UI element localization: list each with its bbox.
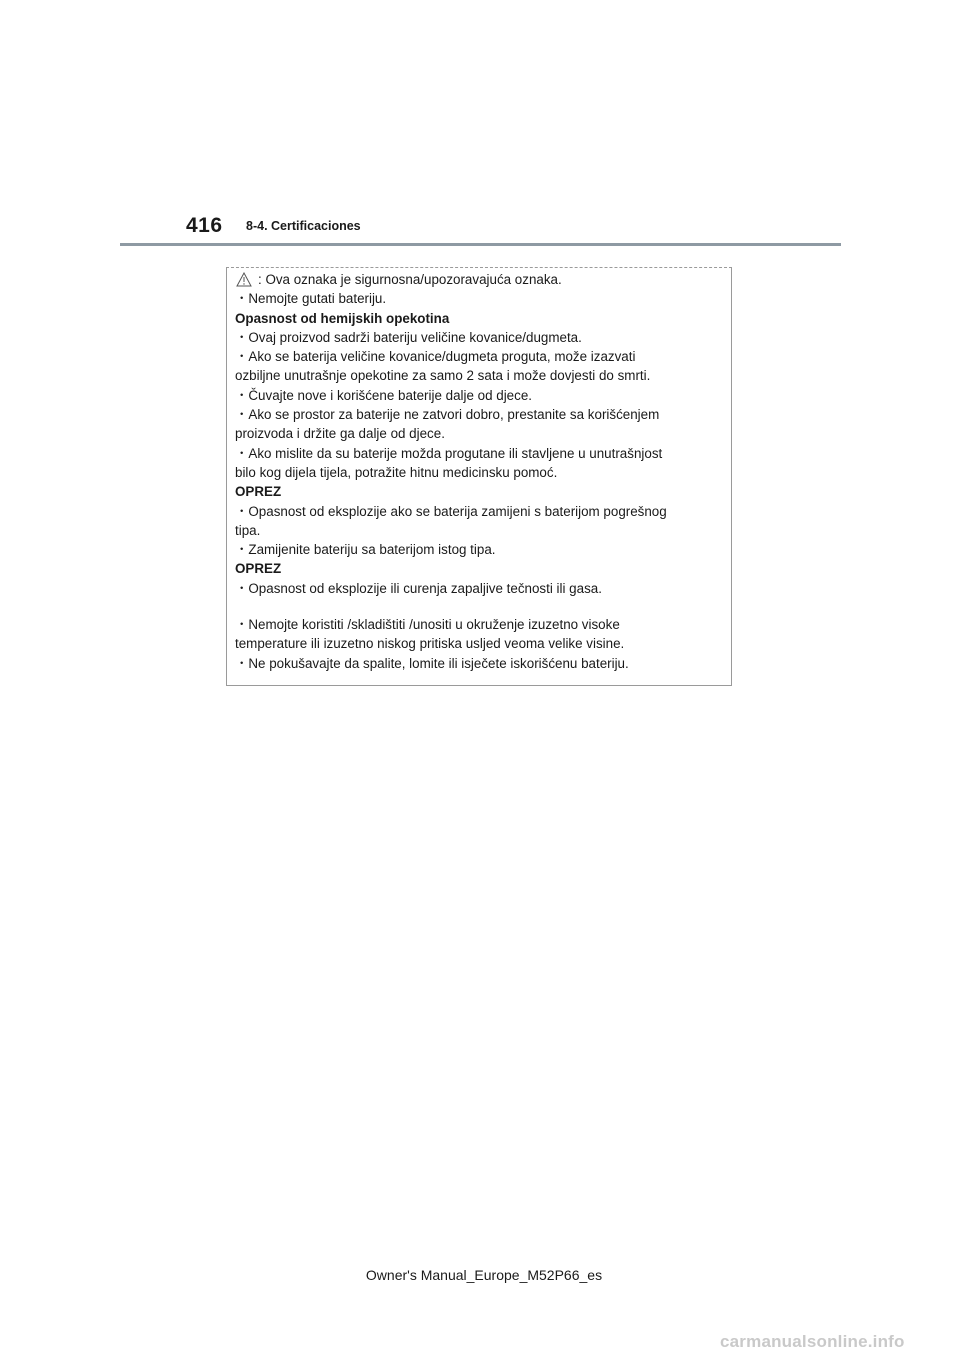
- notice-line: ・Nemojte koristiti /skladištiti /unositi u okruženje izuzetno visoke: [235, 617, 620, 633]
- warning-triangle-icon: [236, 272, 252, 287]
- notice-heading: OPREZ: [235, 561, 282, 577]
- notice-line: ・Ako se prostor za baterije ne zatvori dobro, prestanite sa korišćenjem: [235, 407, 660, 423]
- notice-line: ・Zamijenite bateriju sa baterijom istog tipa.: [235, 542, 496, 558]
- paragraph-gap: [235, 598, 725, 615]
- notice-line: ・Opasnost od eksplozije ako se baterija zamijeni s baterijom pogrešnog: [235, 503, 667, 519]
- section-title: 8-4. Certificaciones: [246, 219, 361, 233]
- site-watermark: carmanualsonline.info: [720, 1332, 905, 1351]
- page-footer: Owner's Manual_Europe_M52P66_es: [365, 1267, 603, 1283]
- notice-line: ozbiljne unutrašnje opekotine za samo 2 sata i može dovjesti do smrti.: [235, 368, 651, 384]
- notice-line: ・Čuvajte nove i korišćene baterije dalje od djece.: [235, 387, 532, 403]
- battery-warning-content: [235, 270, 725, 673]
- warning-legend-line: [235, 270, 725, 289]
- notice-line: ・Ako se baterija veličine kovanice/dugmeta proguta, može izazvati: [235, 349, 636, 365]
- warning-legend-text: : Ova oznaka je sigurnosna/upozoravajuća oznaka.: [258, 272, 562, 287]
- notice-heading: OPREZ: [235, 484, 282, 500]
- page-number: 416: [186, 214, 223, 237]
- notice-line: ・Ovaj proizvod sadrži bateriju veličine kovanice/dugmeta.: [235, 329, 582, 345]
- notice-line: bilo kog dijela tijela, potražite hitnu medicinsku pomoć.: [235, 464, 558, 480]
- notice-line: ・Nemojte gutati bateriju.: [235, 291, 387, 307]
- notice-line: ・Ne pokušavajte da spalite, lomite ili isječete iskorišćenu bateriju.: [235, 655, 629, 671]
- notice-line: proizvoda i držite ga dalje od djece.: [235, 426, 445, 442]
- notice-line: ・Ako mislite da su baterije možda progutane ili stavljene u unutrašnjost: [235, 445, 663, 461]
- header-divider: [120, 243, 841, 246]
- notice-heading: Opasnost od hemijskih opekotina: [235, 310, 450, 326]
- notice-line: ・Opasnost od eksplozije ili curenja zapaljive tečnosti ili gasa.: [235, 580, 602, 596]
- notice-line: tipa.: [235, 522, 261, 538]
- notice-line: temperature ili izuzetno niskog pritiska usljed veoma velike visine.: [235, 636, 625, 652]
